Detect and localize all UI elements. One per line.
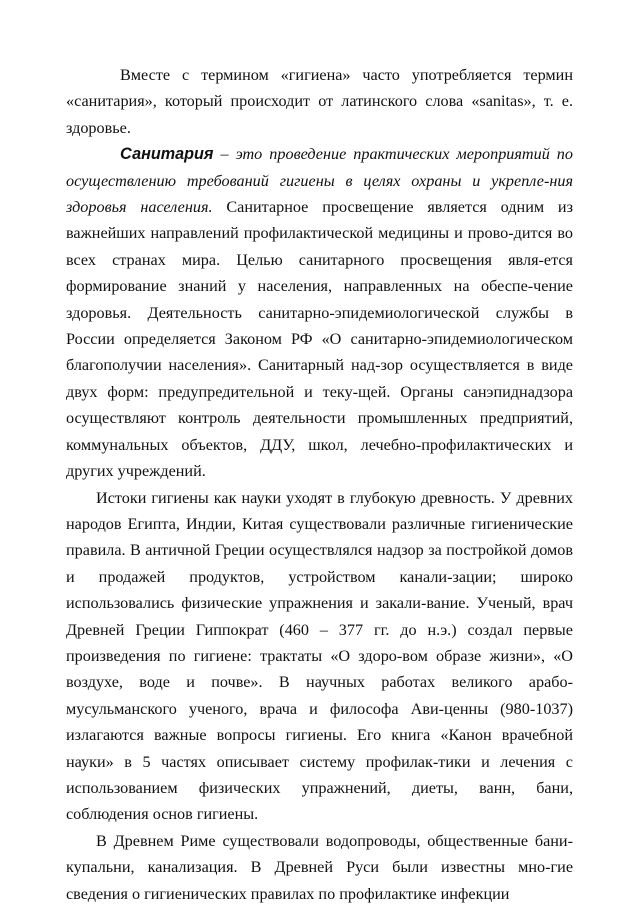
definition-text: – это проведение практических мероприятий по осуществлению требований гигиены в целях охраны и укрепле-ния здоровья населения. [66, 145, 573, 217]
document-page [66, 62, 573, 907]
paragraph-sanitation-term: Вместе с термином «гигиена» часто употребляется термин «санитария», который происходит от латинского слова «sanitas», т. е. здоровье. [66, 66, 573, 137]
paragraph-body: Санитарное просвещение является одним из важнейших направлений профилактической медицины и прово-дится во всех странах мира. Целью санитарного просвещения явля-ется формирование знаний у населения, направленных на обеспе-чение здоровья. Деятельность санитарно-эпидемиологической службы в России определяется Законом РФ «О санитарно-эпидемиологическом благополучии населения». Санитарный над-зор осуществляется в виде двух форм: предупредительной и теку-щей. Органы санэпиднадзора осуществляют контроль деятельности промышленных предприятий, коммунальных объектов, ДДУ, школ, лечебно-профилактических и других учреждений. [66, 198, 573, 481]
paragraph-sanitation-definition [66, 141, 573, 484]
defined-term: Санитария [120, 145, 214, 164]
paragraph-history: Истоки гигиены как науки уходят в глубокую древность. У древних народов Египта, Индии, Китая существовали различные гигиенические правила. В античной Греции осуществлялся надзор за постройкой домов и продажей продуктов, устройством канали-зации; широко использовались физические упражнения и закали-вание. Ученый, врач Древней Греции Гиппократ (460 – 377 гг. до н.э.) создал первые произведения по гигиене: трактаты «О здоро-вом образе жизни», «О воздухе, воде и почве». В научных работах великого арабо- мусульманского ученого, врача и философа Ави-ценны (980-1037) излагаются важные вопросы гигиены. Его книга «Канон врачебной науки» в 5 частях описывает систему профилак-тики и лечения с использованием физических упражнений, диеты, ванн, бани, соблюдения основ гигиены. [66, 488, 573, 824]
paragraph-rome-rus: В Древнем Риме существовали водопроводы, общественные бани-купальни, канализация. В Древней Руси были известны мно-гие сведения о гигиенических правилах по профилактике инфекции [66, 831, 573, 903]
